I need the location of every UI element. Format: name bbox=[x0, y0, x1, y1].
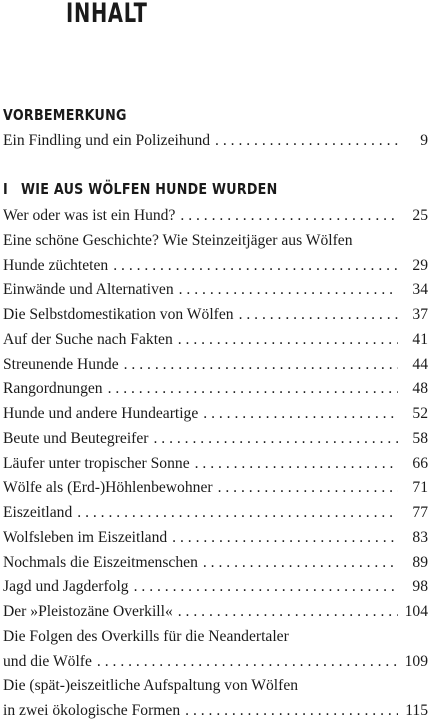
section-entries-i bbox=[3, 204, 430, 724]
toc-entry-title: und die Wölfe bbox=[3, 652, 92, 670]
toc-entry-title: Wer oder was ist ein Hund? bbox=[3, 207, 176, 224]
toc-leader-dots bbox=[195, 452, 398, 477]
toc-entry-title-line1: Die (spät-)eiszeitliche Aufspaltung von Wölfen bbox=[3, 677, 299, 695]
toc-entry-title: Der »Pleistozäne Overkill« bbox=[3, 603, 173, 620]
toc-entry-page: 66 bbox=[412, 454, 428, 472]
toc-entry-title: Läufer unter tropischer Sonne bbox=[3, 454, 190, 472]
toc-entry-page: 25 bbox=[412, 207, 428, 224]
section-heading-i bbox=[3, 180, 277, 198]
toc-leader-dots bbox=[77, 501, 398, 526]
toc-entry[interactable] bbox=[3, 278, 430, 303]
page-title: INHALT bbox=[66, 0, 148, 29]
toc-entry-page: 52 bbox=[412, 405, 428, 422]
section-entries-vorbemerkung bbox=[3, 129, 430, 154]
toc-entry-page: 48 bbox=[412, 380, 428, 398]
toc-entry-title: Die Selbstdomestikation von Wölfen bbox=[3, 306, 234, 323]
toc-entry[interactable] bbox=[3, 353, 430, 378]
toc-entry[interactable] bbox=[3, 526, 430, 551]
toc-entry-title: Wolfsleben im Eiszeitland bbox=[3, 528, 168, 546]
toc-entry-title: Beute und Beutegreifer bbox=[3, 429, 149, 447]
toc-leader-dots bbox=[203, 551, 398, 576]
toc-entry-page: 44 bbox=[412, 355, 428, 373]
toc-entry-title: Hunde und andere Hundeartige bbox=[3, 405, 199, 422]
toc-entry-page: 83 bbox=[412, 528, 428, 546]
toc-entry-title: Streunende Hunde bbox=[3, 355, 119, 373]
toc-entry[interactable] bbox=[3, 204, 430, 229]
toc-entry[interactable] bbox=[3, 427, 430, 452]
toc-entry-title: in zwei ökologische Formen bbox=[3, 702, 181, 719]
toc-entry-page: 77 bbox=[412, 504, 428, 521]
section-heading-vorbemerkung bbox=[3, 106, 127, 124]
toc-entry-title: Auf der Suche nach Fakten bbox=[3, 330, 173, 348]
toc-entry-title: Einwände und Alternativen bbox=[3, 281, 174, 299]
toc-entry[interactable] bbox=[3, 452, 430, 477]
toc-entry-title-line1: Eine schöne Geschichte? Wie Steinzeitjäger aus Wölfen bbox=[3, 231, 353, 249]
toc-entry-title: Ein Findling und ein Polizeihund bbox=[3, 132, 211, 149]
toc-entry-title: Rangordnungen bbox=[3, 380, 103, 398]
toc-entry[interactable] bbox=[3, 650, 430, 675]
toc-leader-dots bbox=[218, 476, 398, 501]
toc-entry[interactable] bbox=[3, 129, 430, 154]
toc-entry-page: 71 bbox=[412, 479, 428, 497]
toc-entry-page: 89 bbox=[412, 553, 428, 571]
toc-leader-dots bbox=[178, 328, 398, 353]
toc-leader-dots bbox=[215, 129, 398, 154]
toc-leader-dots bbox=[239, 303, 398, 328]
toc-entry-page: 9 bbox=[420, 132, 428, 149]
toc-entry-first-line[interactable] bbox=[3, 229, 430, 254]
section-heading-text: VORBEMERKUNG bbox=[3, 106, 127, 124]
toc-entry[interactable] bbox=[3, 476, 430, 501]
toc-leader-dots bbox=[108, 377, 398, 402]
toc-leader-dots bbox=[203, 402, 398, 427]
toc-leader-dots bbox=[113, 254, 398, 279]
section-heading-text: WIE AUS WÖLFEN HUNDE WURDEN bbox=[21, 180, 278, 198]
toc-entry-title: Eiszeitland bbox=[3, 504, 73, 521]
toc-entry[interactable] bbox=[3, 402, 430, 427]
toc-entry-page: 109 bbox=[404, 652, 428, 670]
toc-leader-dots bbox=[178, 600, 398, 625]
toc-entry[interactable] bbox=[3, 254, 430, 279]
toc-entry-page: 115 bbox=[405, 702, 428, 719]
toc-entry-page: 29 bbox=[412, 256, 428, 274]
toc-entry-page: 58 bbox=[412, 429, 428, 447]
toc-leader-dots bbox=[179, 278, 398, 303]
toc-leader-dots bbox=[180, 204, 398, 229]
toc-entry[interactable] bbox=[3, 377, 430, 402]
toc-entry[interactable] bbox=[3, 600, 430, 625]
toc-entry-title: Hunde züchteten bbox=[3, 256, 109, 274]
toc-entry[interactable] bbox=[3, 303, 430, 328]
toc-entry-title: Jagd und Jagderfolg bbox=[3, 578, 129, 596]
toc-entry-page: 34 bbox=[412, 281, 428, 299]
toc-entry-title-line1: Die Folgen des Overkills für die Neandertaler bbox=[3, 627, 289, 645]
toc-entry-title: Wölfe als (Erd-)Höhlenbewohner bbox=[3, 479, 213, 497]
toc-entry-title: Nochmals die Eiszeitmenschen bbox=[3, 553, 198, 571]
toc-leader-dots bbox=[185, 699, 398, 724]
toc-leader-dots bbox=[172, 526, 398, 551]
toc-entry[interactable] bbox=[3, 501, 430, 526]
toc-leader-dots bbox=[97, 650, 398, 675]
toc-leader-dots bbox=[153, 427, 398, 452]
toc-entry[interactable] bbox=[3, 551, 430, 576]
section-number: I bbox=[3, 180, 8, 198]
toc-leader-dots bbox=[134, 575, 398, 600]
toc-entry-page: 98 bbox=[412, 578, 428, 596]
toc-entry[interactable] bbox=[3, 575, 430, 600]
toc-entry-page: 104 bbox=[404, 603, 428, 620]
toc-entry-page: 37 bbox=[412, 306, 428, 323]
toc-entry[interactable] bbox=[3, 328, 430, 353]
toc-entry-first-line[interactable] bbox=[3, 625, 430, 650]
toc-entry-page: 41 bbox=[412, 330, 428, 348]
toc-leader-dots bbox=[124, 353, 398, 378]
toc-entry[interactable] bbox=[3, 699, 430, 724]
toc-entry-first-line[interactable] bbox=[3, 674, 430, 699]
